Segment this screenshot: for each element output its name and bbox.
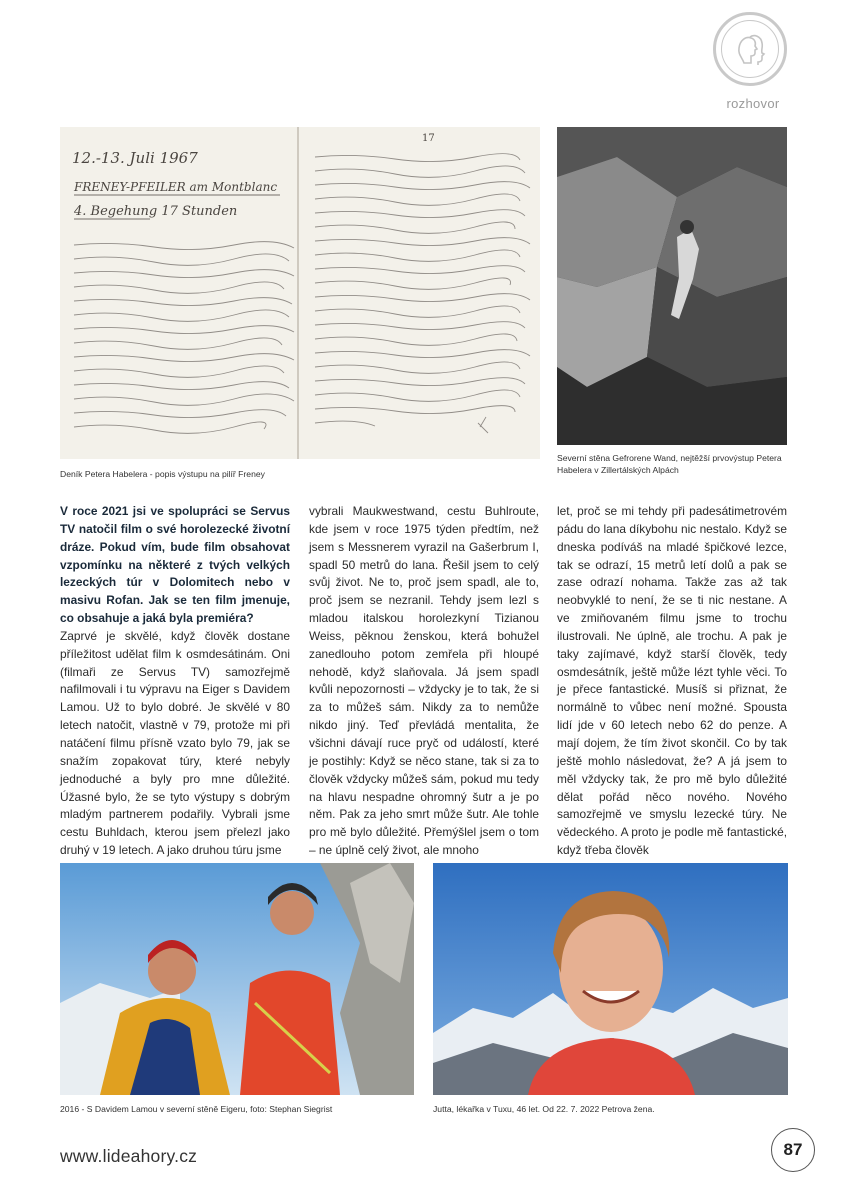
diary-page-photo [60,127,540,459]
two-climbers-photo [60,863,414,1095]
website-link[interactable]: www.lideahory.cz [60,1146,198,1166]
interview-question: V roce 2021 jsi ve spolupráci se Servus TV natočil film o své horolezecké životní dráze. Pokud vím, bude film obsahovat vzpomínku na některé z tvých velkých lezeckých túr v Dolomitech nebo v masivu Rofan. Jak se ten film jmenuje, co obsahuje a jaká byla premiéra? [60,504,290,626]
diary-page-number: 17 [422,133,435,144]
climbers-caption: 2016 - S Davidem Lamou v severní stěně Eigeru, foto: Stephan Siegrist [60,1104,333,1114]
interview-answer-part-2: vybrali Maukwestwand, cestu Buhlroute, kde jsem v roce 1975 týden předtím, než jsem s Messnerem vyrazil na Gašerbrum I, spadl 50 metrů do lana. Řešil jsem to celý svůj život. Ne to, proč jsem spadl, ale to, proč jsem se nezranil. Tehdy jsem lezl s mladou italskou horolezkyní Tizianou Weiss, pěknou ženskou, která bohužel zanedlouho potom zemřela při hloupé nehodě, když slaňovala. Já jsem spadl kvůli nepozornosti – vždycky je to tak, že si za to můžeš sám. Nikdy za to nemůže nikdo jiný. Teď převládá mentalita, že všichni dávají ruce pryč od událostí, které je postihly: Když se něco stane, tak si za to člověk vždycky můžeš sám, pokud mu tedy na hlavu nespadne ohromný šutr a je po něm. Pak za jeho smrt může šutr. Ale tohle pro mě bylo důležité. Přemýšlel jsem o tom – ne úplně celý život, ale mnoho [309,504,539,858]
article-column-3 [557,503,787,860]
section-badge [713,12,787,86]
diary-line-1: 12.-13. Juli 1967 [72,149,198,167]
diary-line-3: 4. Begehung 17 Stunden [74,204,238,219]
portrait-caption: Jutta, lékařka v Tuxu, 46 let. Od 22. 7. 2022 Petrova žena. [433,1104,655,1114]
article-column-1 [60,503,290,860]
climber-on-rock-photo [557,127,787,445]
diary-line-2: FRENEY-PFEILER am Montblanc [74,180,278,194]
interview-answer-part-3: let, proč se mi tehdy při padesátimetrovém pádu do lana díkybohu nic nestalo. Když se dneska podíváš na mladé špičkové lezce, tak se odrazí, 15 metrů letí dolů a pak se zase odrazí nohama. Takže zas až tak neobvyklé to není, že se ti nic nestane. A ve zmiňovaném filmu jsme to trochu ilustrovali. Ne úplně, ale trochu. A pak je taky zajímavé, když starší člověk, tedy osmdesátník, ještě může lézt tyhle věci. To je přece fantastické. Musíš si přiznat, že normálně to vůbec není možné. Spousta lidí jde v 60 letech nebo 62 do penze. A mají dojem, že tím život skončil. Co by tak ještě mohlo následovat, že? A já jsem to měl vždycky tak, že pro mě bylo důležité dělat pořád něco nového. Nového samozřejmě ve smyslu lezecké túry. Ne vědeckého. A proto je podle mě fantastické, když třeba člověk [557,504,787,858]
page-number: 87 [771,1128,815,1172]
two-profiles-icon [721,20,779,78]
woman-portrait-photo [433,863,788,1095]
section-label: rozhovor [726,96,780,111]
rockwall-caption: Severní stěna Gefrorene Wand, nejtěžší prvovýstup Petera Habelera v Zillertálských Alpách [557,453,782,475]
diary-caption: Deník Petera Habelera - popis výstupu na pilíř Freney [60,469,265,479]
interview-answer-part-1: Zaprvé je skvělé, když člověk dostane příležitost udělat film k osmdesátinám. Oni (filmaři ze Servus TV) samozřejmě nafilmovali i tu výpravu na Eiger s Davidem Lamou. Už to bylo dobré. Je skvělé v 80 letech natočit, vlastně v 79, protože mi při natáčení filmu přísně vzato bylo 79, jak se snažím zopakovat túry, které nebyly jednoduché a byly pro mne důležité. Úžasné bylo, že se tyto výstupy s dobrým mladým partnerem podařily. Vybrali jsme cestu Buhldach, kterou jsem přelezl jako druhý v 19 letech. A jako druhou túru jsme [60,628,290,858]
article-column-2 [309,503,539,860]
